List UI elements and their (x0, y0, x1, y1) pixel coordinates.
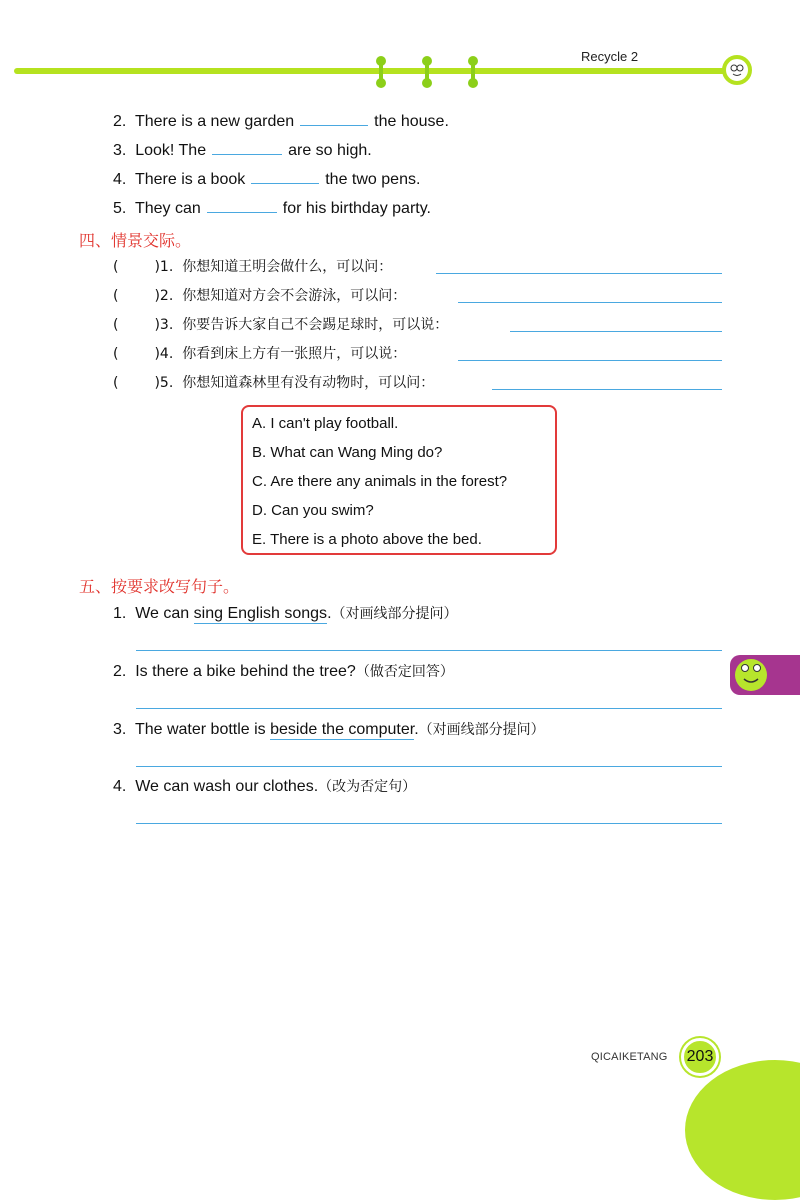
page-number: 203 (681, 1038, 719, 1076)
dialog-item-2: ( )2. 你想知道对方会不会游泳，可以问： (113, 288, 407, 304)
dialog-item-1: ( )1. 你想知道王明会做什么，可以问： (113, 259, 393, 275)
fill-blank-2: 2. There is a new garden the house. (113, 113, 449, 130)
answer-line[interactable] (458, 301, 722, 303)
corner-decoration (685, 1060, 800, 1200)
binder-ring-icon (378, 56, 384, 86)
rewrite-item-3: 3. The water bottle is beside the computer.（对画线部分提问） (113, 721, 545, 738)
rewrite-item-1: 1. We can sing English songs.（对画线部分提问） (113, 605, 458, 622)
answer-blank[interactable] (212, 140, 282, 155)
answer-line[interactable] (136, 707, 722, 709)
fill-blank-4: 4. There is a book the two pens. (113, 171, 421, 188)
answer-line[interactable] (458, 359, 722, 361)
dialog-item-3: ( )3. 你要告诉大家自己不会踢足球时，可以说： (113, 317, 449, 333)
option-a: A. I can't play football. (252, 415, 399, 432)
binder-ring-icon (424, 56, 430, 86)
frog-icon (735, 659, 767, 691)
publisher-brand: QICAIKETANG (591, 1051, 668, 1063)
mascot-icon (722, 55, 752, 85)
rewrite-item-2: 2. Is there a bike behind the tree?（做否定回答） (113, 663, 454, 680)
fill-blank-3: 3. Look! The are so high. (113, 142, 372, 159)
answer-line[interactable] (510, 330, 722, 332)
underlined-phrase: sing English songs (193, 605, 328, 622)
dialog-item-5: ( )5. 你想知道森林里有没有动物时，可以问： (113, 375, 435, 391)
section-5-title: 五、按要求改写句子。 (79, 577, 240, 596)
fill-blank-5: 5. They can for his birthday party. (113, 200, 431, 217)
section-4-title: 四、情景交际。 (79, 231, 192, 250)
answer-line[interactable] (492, 388, 722, 390)
option-d: D. Can you swim? (252, 502, 374, 519)
option-b: B. What can Wang Ming do? (252, 444, 443, 461)
answer-line[interactable] (436, 272, 722, 274)
header-bar (14, 68, 730, 74)
answer-line[interactable] (136, 649, 722, 651)
unit-label: Recycle 2 (581, 49, 639, 64)
rewrite-item-4: 4. We can wash our clothes.（改为否定句） (113, 778, 417, 795)
answer-line[interactable] (136, 765, 722, 767)
answer-blank[interactable] (300, 111, 368, 126)
underlined-phrase: beside the computer (270, 721, 415, 738)
dialog-item-4: ( )4. 你看到床上方有一张照片，可以说： (113, 346, 407, 362)
binder-ring-icon (470, 56, 476, 86)
answer-blank[interactable] (207, 198, 277, 213)
option-e: E. There is a photo above the bed. (252, 531, 482, 548)
answer-blank[interactable] (251, 169, 319, 184)
answer-line[interactable] (136, 822, 722, 824)
option-c: C. Are there any animals in the forest? (252, 473, 508, 490)
